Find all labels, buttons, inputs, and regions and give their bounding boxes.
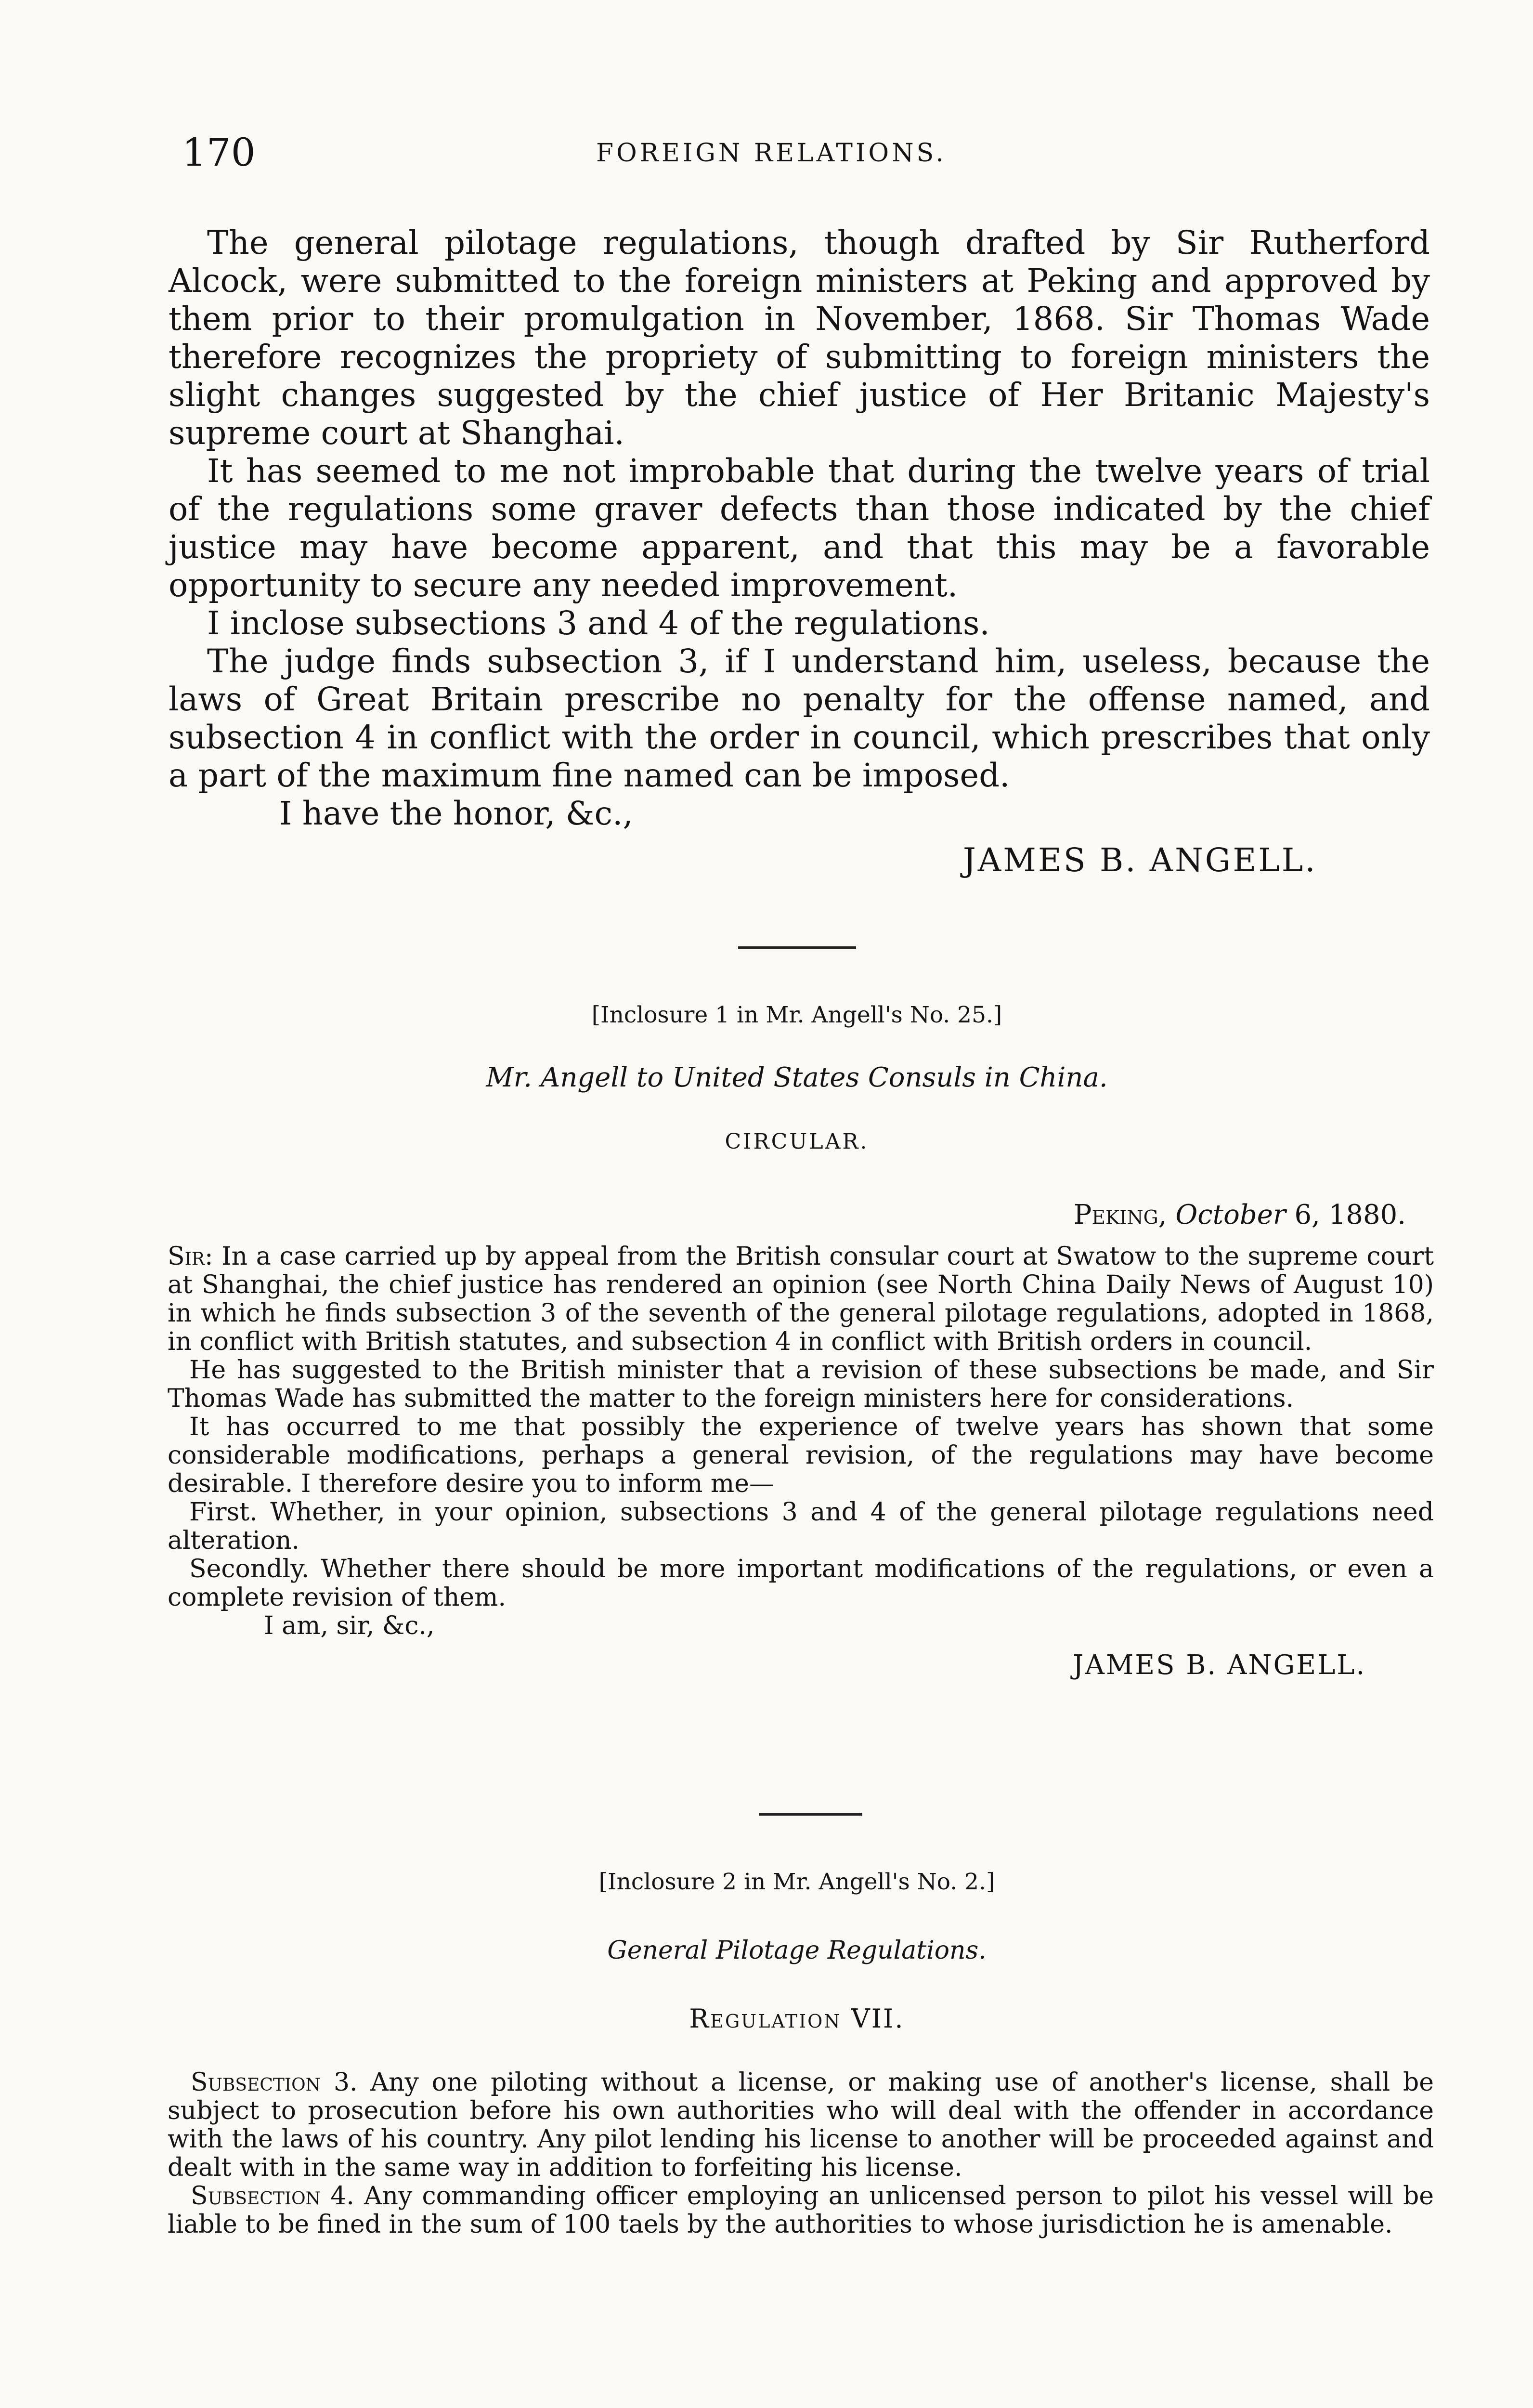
circular-paragraph	[168, 1243, 1434, 1356]
running-head: FOREIGN RELATIONS.	[596, 139, 947, 168]
circular-closing: I am, sir, &c.,	[264, 1611, 435, 1640]
circular-paragraph: First. Whether, in your opinion, subsections 3 and 4 of the general pilotage regulations need alteration.	[168, 1498, 1434, 1555]
section-divider	[738, 946, 856, 949]
subsection-text: Any one piloting without a license, or making use of another's license, shall be subject to prosecution before his own authorities who will deal with the offender in accordance with the laws of his country. Any pilot lending his license to another will be proceeded against and dealt with in the same way in addition to forfeiting his license.	[168, 2068, 1434, 2182]
subsection-paragraph	[168, 2068, 1434, 2182]
circular-paragraph: He has suggested to the British minister that a revision of these subsections be made, and Sir Thomas Wade has submitted the matter to the foreign ministers here for considerations.	[168, 1356, 1434, 1413]
letter-paragraph: The judge finds subsection 3, if I understand him, useless, because the laws of Great Britain prescribe no penalty for the offense named, and subsection 4 in conflict with the order in council, which prescribes that only a part of the maximum fine named can be imposed.	[169, 642, 1430, 794]
salutation: Sir:	[168, 1242, 213, 1271]
letter-body	[169, 224, 1430, 879]
circular-paragraph: It has occurred to me that possibly the experience of twelve years has shown that some considerable modifications, perhaps a general revision, of the regulations may have become desirable. I therefore desire you to inform me—	[168, 1413, 1434, 1498]
dateline	[1050, 1199, 1406, 1230]
inclosure-2-title: General Pilotage Regulations.	[607, 1936, 987, 1965]
letter-paragraph: The general pilotage regulations, though drafted by Sir Rutherford Alcock, were submitted to the foreign ministers at Peking and approved by them prior to their promulgation in November, 1868. Sir Thomas Wade therefore recognizes the propriety of submitting to foreign ministers the slight changes suggested by the chief justice of Her Britanic Majesty's supreme court at Shanghai.	[169, 224, 1430, 452]
inclosure-1-title: Mr. Angell to United States Consuls in China.	[486, 1062, 1108, 1093]
regulation-body	[168, 2068, 1434, 2239]
subsection-paragraph	[168, 2182, 1434, 2239]
subsection-label: Subsection 4.	[191, 2182, 354, 2211]
letter-closing: I have the honor, &c.,	[279, 795, 633, 832]
letter-signature: JAMES B. ANGELL.	[963, 841, 1317, 879]
dateline-month: October	[1175, 1199, 1286, 1230]
circular-signature: JAMES B. ANGELL.	[1073, 1649, 1366, 1681]
page-number: 170	[182, 130, 256, 175]
dateline-day-year: 6, 1880.	[1294, 1199, 1406, 1230]
circular-paragraph-text: In a case carried up by appeal from the British consular court at Swatow to the supreme court at Shanghai, the chief justice has rendered an opinion (see North China Daily News of August 10) in which he finds subsection 3 of the seventh of the general pilotage regulations, adopted in 1868, in conflict with British statutes, and subsection 4 in conflict with British orders in council.	[168, 1242, 1434, 1356]
circular-label: CIRCULAR.	[725, 1129, 869, 1154]
circular-paragraph: Secondly. Whether there should be more important modifications of the regulations, or even a complete revision of them.	[168, 1555, 1434, 1612]
section-divider	[759, 1813, 862, 1816]
subsection-label: Subsection 3.	[191, 2068, 358, 2097]
dateline-place: Peking,	[1073, 1199, 1167, 1230]
subsection-text: Any commanding officer employing an unlicensed person to pilot his vessel will be liable to be fined in the sum of 100 taels by the authorities to whose jurisdiction he is amenable.	[168, 2182, 1434, 2239]
inclosure-2-heading: [Inclosure 2 in Mr. Angell's No. 2.]	[598, 1869, 995, 1895]
page-header	[182, 130, 1434, 183]
inclosure-1-heading: [Inclosure 1 in Mr. Angell's No. 25.]	[591, 1002, 1002, 1028]
regulation-heading: Regulation VII.	[689, 2003, 905, 2034]
letter-paragraph: I inclose subsections 3 and 4 of the regulations.	[207, 604, 990, 642]
circular-body	[168, 1243, 1434, 1681]
letter-paragraph: It has seemed to me not improbable that during the twelve years of trial of the regulations some graver defects than those indicated by the chief justice may have become apparent, and that this may be a favorable opportunity to secure any needed improvement.	[169, 452, 1430, 604]
